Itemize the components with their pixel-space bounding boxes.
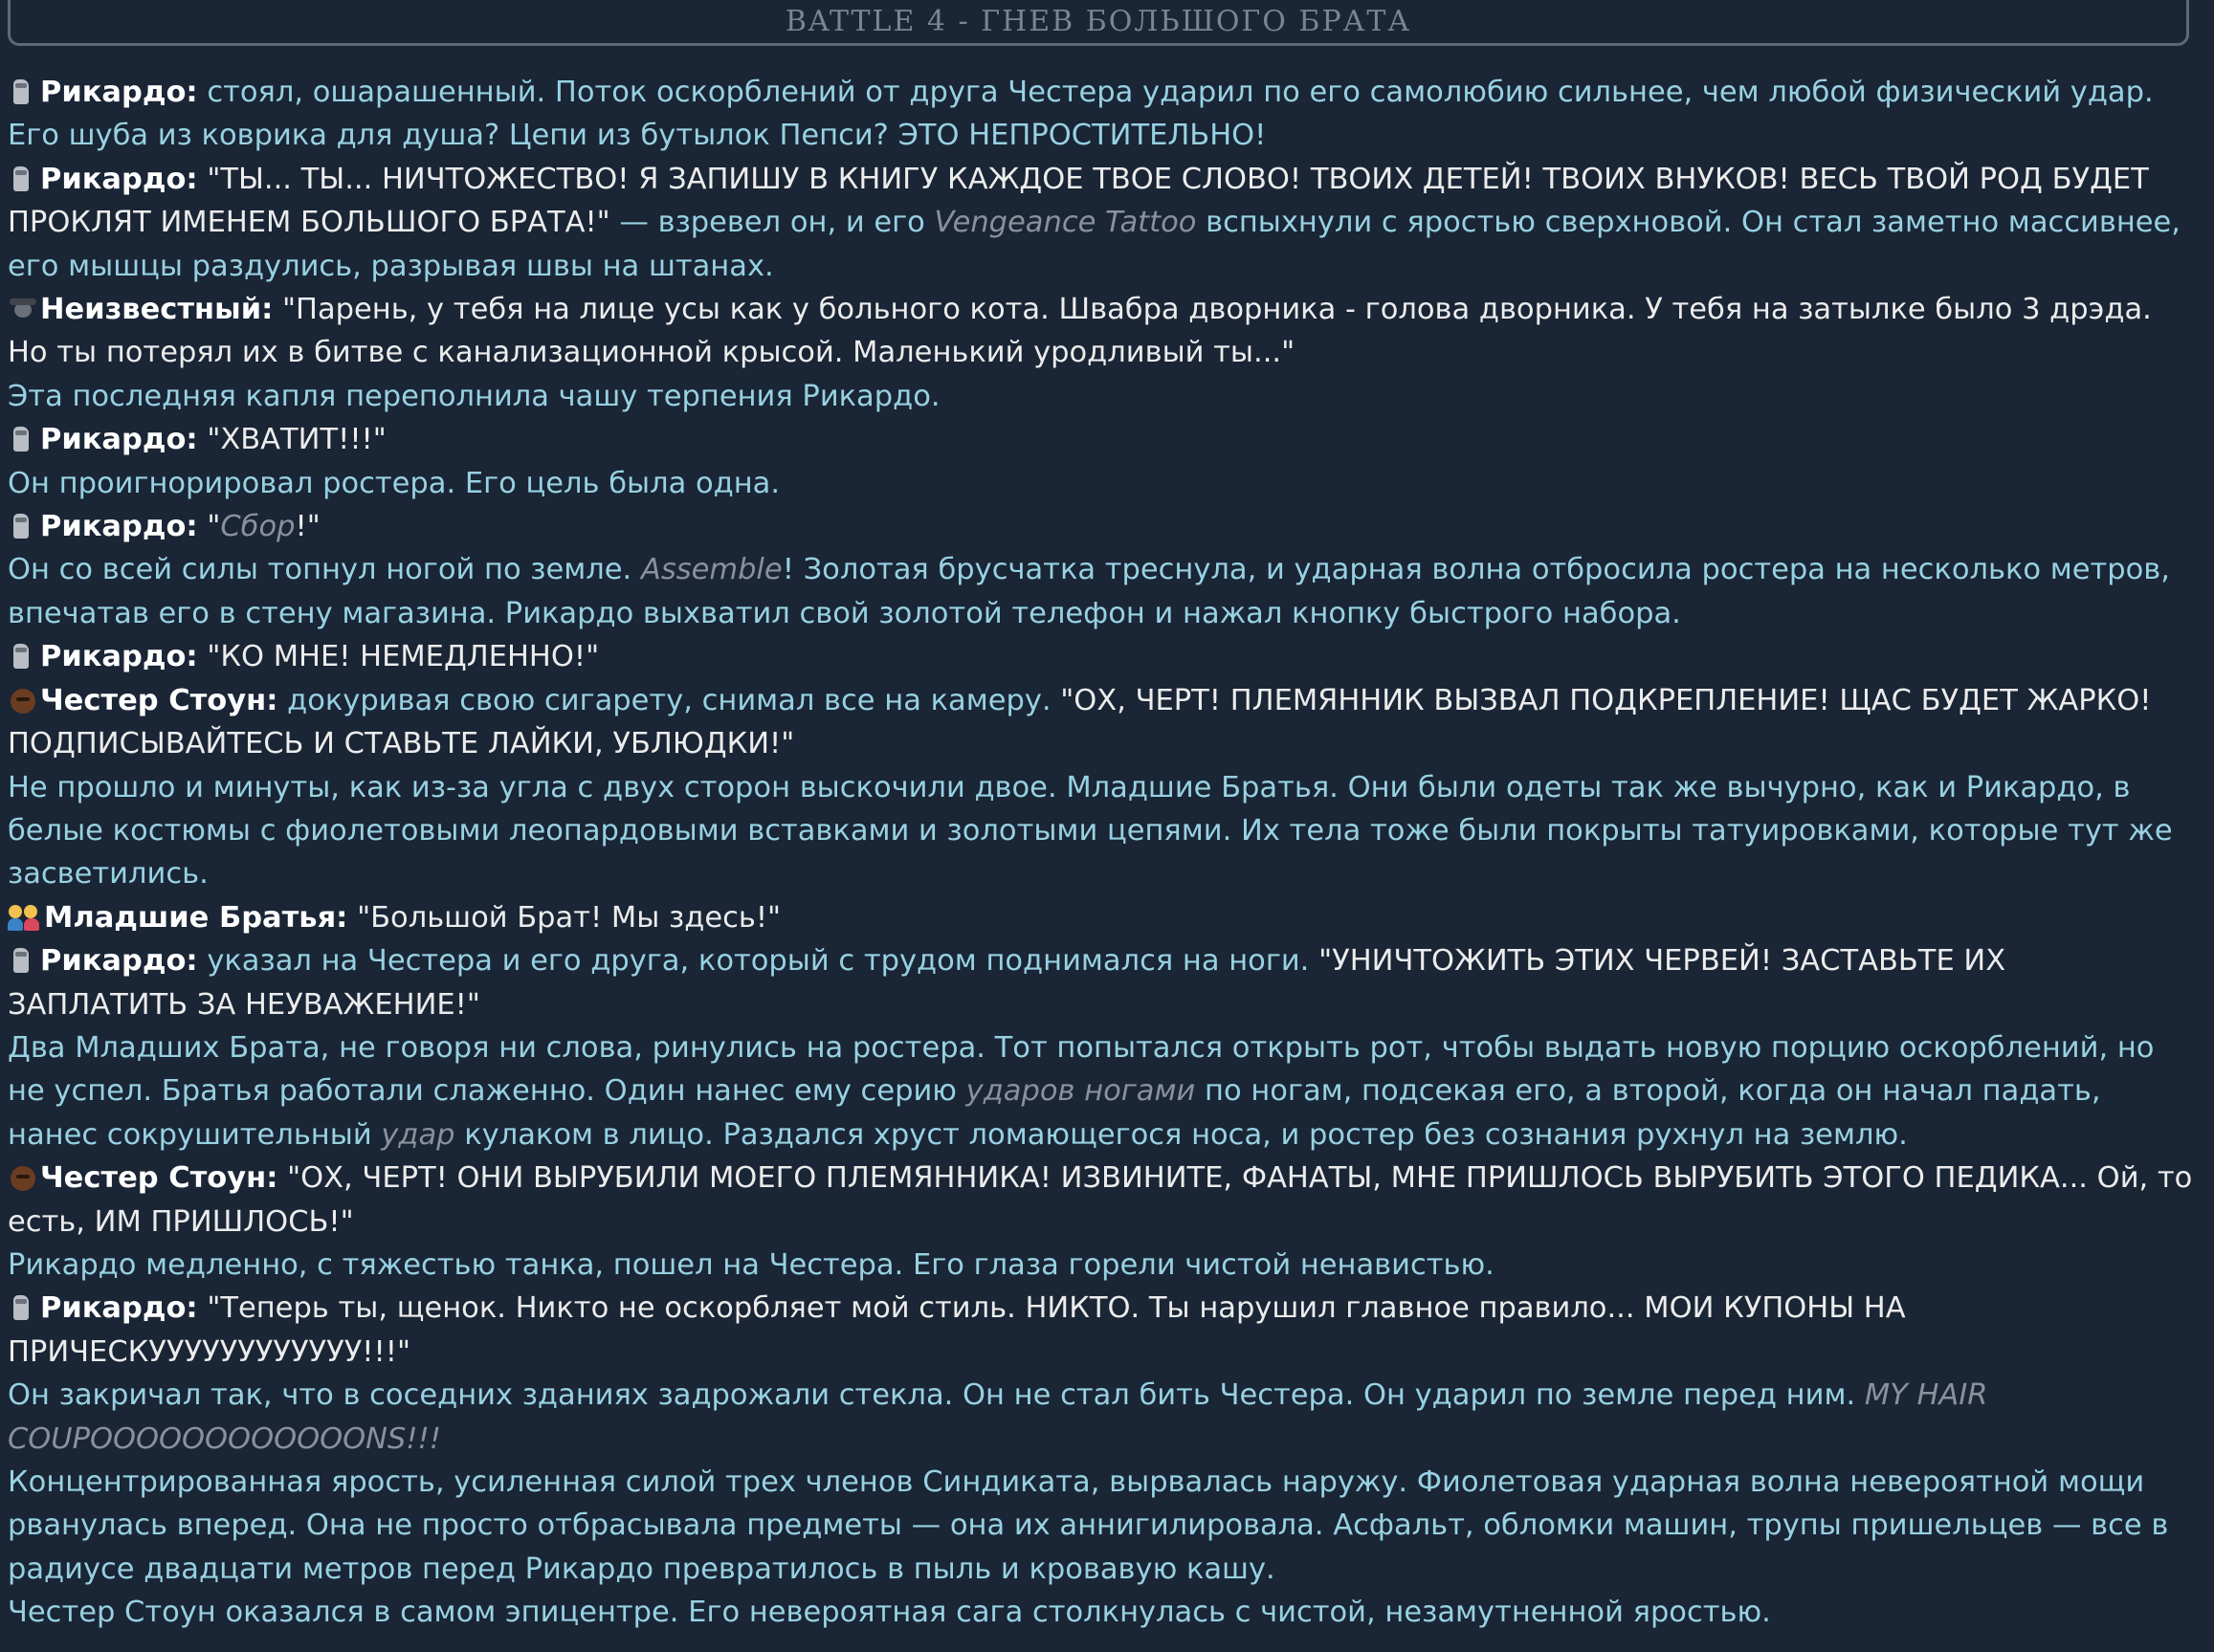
dialogue-text: "ОХ, ЧЕРТ! ПЛЕМЯННИК ВЫЗВАЛ ПОДКРЕПЛЕНИЕ! ЩАС БУДЕТ ЖАРКО! ПОДПИСЫВАЙТЕСЬ И СТАВЬТЕ ЛАЙКИ, УБЛЮДКИ!": [8, 683, 2152, 761]
dialogue-text: "Большой Брат! Мы здесь!": [347, 900, 782, 935]
story-line: [8, 896, 2193, 939]
speaker-name: Рикардо:: [40, 162, 198, 196]
narration-text: Он со всей силы топнул ногой по земле.: [8, 553, 641, 587]
story-line: [8, 462, 2193, 505]
story-line: [8, 418, 2193, 461]
narration-text: Он закричал так, что в соседних зданиях задрожали стекла. Он не стал бить Честера. Он ударил по земле перед ним.: [8, 1378, 1865, 1413]
narration-text: указал на Честера и его друга, который с трудом поднимался на ноги.: [197, 944, 1310, 979]
narration-text: ! Золотая брусчатка треснула, и ударная волна отбросила ростера на несколько метров, впечатав его в стену магазина. Рикардо выхватил свой золотой телефон и нажал кнопку быстрого набора.: [8, 553, 2170, 630]
moai-icon: [8, 1293, 36, 1322]
two-people-icon: [8, 903, 40, 932]
battle-header: [8, 0, 2189, 46]
narration-text: — взревел он, и его: [609, 206, 935, 240]
story-line: [8, 505, 2193, 548]
narration-text: Честер Стоун оказался в самом эпицентре. Его невероятная сага столкнулась с чистой, незамутненной яростью.: [8, 1596, 1771, 1630]
ability-name: MY HAIR COUPOOOOOOOOOOOONS!!!: [8, 1378, 1988, 1456]
speaker-name: Рикардо:: [40, 423, 198, 457]
moai-icon: [8, 425, 36, 453]
speaker-name: Честер Стоун:: [40, 683, 278, 717]
story-line: [8, 375, 2193, 418]
dialogue-text: "КО МНЕ! НЕМЕДЛЕННО!": [197, 640, 600, 674]
story-line: [8, 939, 2193, 1026]
story-line: [8, 158, 2193, 288]
story-line: [8, 1156, 2193, 1244]
dialogue-text: "Теперь ты, щенок. Никто не оскорбляет мой стиль. НИКТО. Ты нарушил главное правило... МОИ КУПОНЫ НА ПРИЧЕСКУУУУУУУУУУУУ!!!": [8, 1291, 1906, 1369]
ability-name: Сбор: [220, 510, 296, 544]
narration-text: стоял, ошарашенный. Поток оскорблений от друга Честера ударил по его самолюбию сильнее, чем любой физический удар. Его шуба из коврика для душа? Цепи из бутылок Пепси? ЭТО НЕПРОСТИТЕЛЬНО!: [8, 76, 2154, 153]
story-line: [8, 1591, 2193, 1634]
dialogue-text: !": [295, 510, 321, 544]
narration-text: по ногам, подсекая его, а второй, когда он начал падать, нанес сокрушительный: [8, 1074, 2101, 1152]
story-line: [8, 1026, 2193, 1156]
ability-name: Assemble: [640, 553, 783, 587]
story-line: [8, 1461, 2193, 1591]
dialogue-text: "УНИЧТОЖИТЬ ЭТИХ ЧЕРВЕЙ! ЗАСТАВЬТЕ ИХ ЗАПЛАТИТЬ ЗА НЕУВАЖЕНИЕ!": [8, 944, 2006, 1022]
narration-text: Он проигнорировал ростера. Его цель была одна.: [8, 466, 781, 500]
narration-text: вспыхнули с яростью сверхновой. Он стал заметно массивнее, его мышцы раздулись, разрывая швы на штанах.: [8, 206, 2181, 283]
narration-text: Два Младших Брата, не говоря ни слова, ринулись на ростера. Тот попытался открыть рот, чтобы выдать новую порцию оскорблений, но не успел. Братья работали слаженно. Один нанес ему серию: [8, 1030, 2155, 1109]
moai-icon: [8, 77, 36, 106]
story-line: [8, 766, 2193, 896]
story-line: [8, 679, 2193, 766]
story-log: [8, 71, 2193, 1635]
story-line: [8, 635, 2193, 678]
story-line: [8, 548, 2193, 635]
narration-text: Рикардо медленно, с тяжестью танка, пошел на Честера. Его глаза горели чистой ненавистью.: [8, 1247, 1494, 1282]
narration-text: Не прошло и минуты, как из-за угла с двух сторон выскочили двое. Младшие Братья. Они были одеты так же вычурно, как и Рикардо, в белые костюмы с фиолетовыми леопардовыми вставками и золотыми цепями. Их тела тоже были покрыты татуировками, которые тут же засветились.: [8, 770, 2173, 892]
speaker-name: Рикардо:: [40, 76, 198, 109]
speaker-name: Честер Стоун:: [40, 1161, 278, 1196]
narration-text: Эта последняя капля переполнила чашу терпения Рикардо.: [8, 379, 941, 413]
story-line: [8, 288, 2193, 375]
detective-icon: [8, 295, 36, 323]
dialogue-text: ": [197, 510, 221, 544]
story-line: [8, 1287, 2193, 1374]
dark-face-icon: [8, 1163, 36, 1192]
ability-name: удар: [381, 1117, 455, 1152]
speaker-name: Неизвестный:: [40, 293, 274, 327]
speaker-name: Рикардо:: [40, 510, 198, 544]
speaker-name: Рикардо:: [40, 944, 198, 979]
speaker-name: Младшие Братья:: [44, 900, 348, 935]
speaker-name: Рикардо:: [40, 640, 198, 674]
moai-icon: [8, 512, 36, 540]
ability-name: Vengeance Tattoo: [934, 206, 1197, 240]
battle-title: BATTLE 4 - ГНЕВ БОЛЬШОГО БРАТА: [785, 5, 1412, 38]
narration-text: докуривая свою сигарету, снимал все на камеру.: [277, 683, 1052, 717]
dark-face-icon: [8, 686, 36, 715]
dialogue-text: "Парень, у тебя на лице усы как у больного кота. Швабра дворника - голова дворника. У тебя на затылке было 3 дрэда. Но ты потерял их в битве с канализационной крысой. Маленький уродливый ты...": [8, 293, 2152, 370]
dialogue-text: "ХВАТИТ!!!": [197, 423, 387, 457]
story-line: [8, 1374, 2193, 1461]
speaker-name: Рикардо:: [40, 1291, 198, 1326]
narration-text: Концентрированная ярость, усиленная силой трех членов Синдиката, вырвалась наружу. Фиолетовая ударная волна невероятной мощи рванулась вперед. Она не просто отбрасывала предметы — она их аннигилировала. Асфальт, обломки машин, трупы пришельцев — все в радиусе двадцати метров перед Рикардо превратилось в пыль и кровавую кашу.: [8, 1465, 2169, 1586]
moai-icon: [8, 642, 36, 671]
dialogue-text: "ОХ, ЧЕРТ! ОНИ ВЫРУБИЛИ МОЕГО ПЛЕМЯННИКА! ИЗВИНИТЕ, ФАНАТЫ, МНЕ ПРИШЛОСЬ ВЫРУБИТЬ ЭТОГО ПЕДИКА... Ой, то есть, ИМ ПРИШЛОСЬ!": [8, 1161, 2193, 1239]
dialogue-text: "ТЫ... ТЫ... НИЧТОЖЕСТВО! Я ЗАПИШУ В КНИГУ КАЖДОЕ ТВОЕ СЛОВО! ТВОИХ ДЕТЕЙ! ТВОИХ ВНУКОВ! ВЕСЬ ТВОЙ РОД БУДЕТ ПРОКЛЯТ ИМЕНЕМ БОЛЬШОГО БРАТА!": [8, 162, 2149, 240]
ability-name: ударов ногами: [965, 1074, 1196, 1109]
narration-text: кулаком в лицо. Раздался хруст ломающегося носа, и ростер без сознания рухнул на землю.: [454, 1117, 1908, 1152]
moai-icon: [8, 946, 36, 975]
story-line: [8, 71, 2193, 158]
moai-icon: [8, 165, 36, 193]
story-line: [8, 1244, 2193, 1287]
